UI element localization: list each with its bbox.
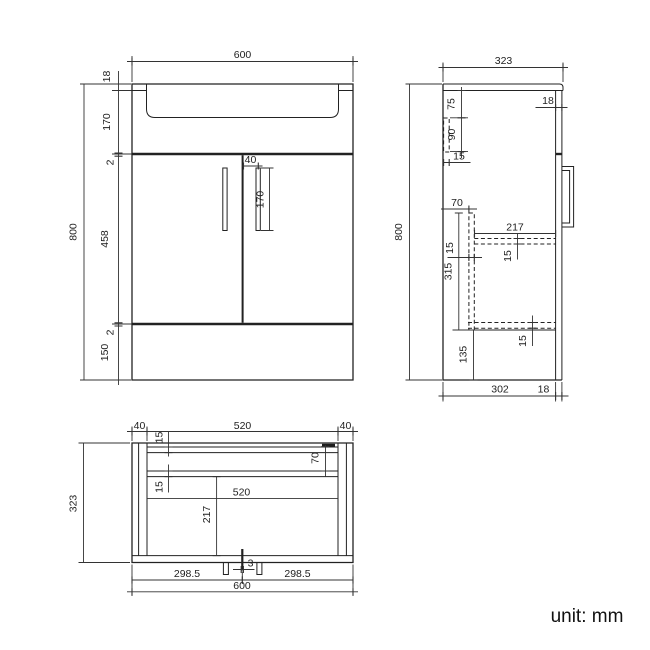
side-rail-offset-label: 75 <box>445 98 458 110</box>
front-width-label: 600 <box>233 49 252 61</box>
front-height-label: 800 <box>67 223 80 241</box>
plan-depth-label: 323 <box>67 494 80 513</box>
plan-door-gap-label: 3 <box>247 557 254 570</box>
side-support-thickness-label: 15 <box>444 242 456 254</box>
side-door-thickness-bottom-label: 18 <box>537 383 550 396</box>
plan-door-width-left-label: 298.5 <box>173 568 201 580</box>
front-gap-top-label: 2 <box>104 159 117 166</box>
front-handle-offset-label: 40 <box>244 154 257 166</box>
plan-door-width-right-label: 298.5 <box>284 568 311 580</box>
plan-back-rail-thickness-label: 15 <box>153 431 166 444</box>
plan-view-dimensions <box>68 420 359 596</box>
plan-basin-rail-offset-label: 70 <box>309 452 322 464</box>
front-plinth-height-label: 150 <box>99 343 111 362</box>
plan-overall-width-label: 600 <box>233 580 251 592</box>
front-gap-bottom-label: 2 <box>104 329 117 336</box>
front-view-dimensions <box>68 49 359 385</box>
front-view <box>132 84 353 380</box>
front-handle-length-label: 170 <box>254 190 267 209</box>
side-depth-label: 323 <box>494 55 513 67</box>
side-rail-thickness-label: 15 <box>453 150 465 163</box>
side-door-thickness-top-label: 18 <box>542 95 554 107</box>
front-door-height-label: 458 <box>99 230 111 248</box>
plan-front-rail-thickness-label: 15 <box>153 481 166 493</box>
side-height-label: 800 <box>393 223 405 241</box>
side-body-depth-label: 302 <box>491 383 509 396</box>
front-top-thickness-label: 18 <box>101 70 113 83</box>
side-shelf-depth-label: 217 <box>506 221 524 234</box>
unit-caption: unit: mm <box>550 606 624 627</box>
plan-inner-width-mid-label: 520 <box>232 486 251 499</box>
side-bottom-panel-thickness-label: 15 <box>517 335 529 347</box>
side-support-offset-label: 70 <box>451 197 463 209</box>
side-plinth-recess-label: 135 <box>457 345 470 364</box>
side-view-dimensions <box>393 55 569 402</box>
front-basin-depth-label: 170 <box>101 113 113 131</box>
side-rail-height-label: 90 <box>446 128 458 141</box>
plan-side-width-left-label: 40 <box>133 420 146 432</box>
plan-side-width-right-label: 40 <box>339 420 352 432</box>
plan-inner-depth-label: 217 <box>201 505 213 524</box>
side-support-height-label: 315 <box>442 262 455 281</box>
plan-inner-width-top-label: 520 <box>233 420 252 432</box>
side-shelf-thickness-label: 15 <box>502 250 514 262</box>
